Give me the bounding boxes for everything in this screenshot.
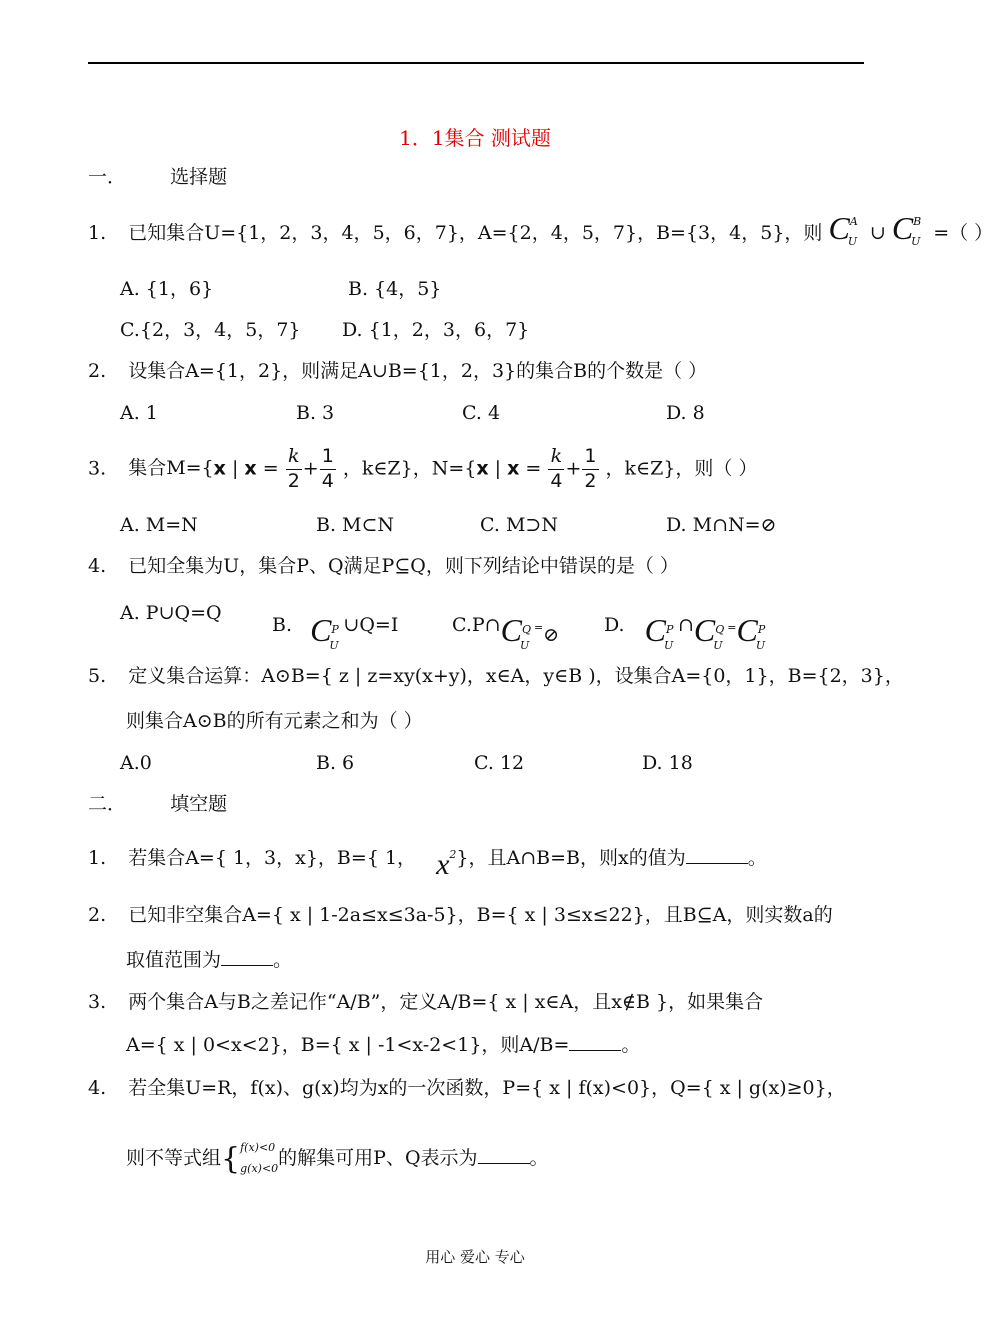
complement-symbol: C [310, 612, 332, 648]
option-b: B. {4，5} [348, 278, 442, 300]
complement-symbol: C [828, 210, 850, 246]
question-number: 2. [88, 904, 107, 926]
equals: = [533, 621, 544, 634]
plus-sign: + [302, 457, 319, 480]
numerator: 1 [582, 445, 598, 470]
question-stem: 已知全集为U，集合P、Q满足P⊆Q，则下列结论中错误的是（ ） [128, 555, 679, 577]
question-stem: 若全集U=R，f(x)、g(x)均为x的一次函数，P={ x | f(x)<0}，Q={ x | g(x)≥0}， [128, 1077, 846, 1099]
complement-symbol: C [891, 210, 914, 246]
fraction-1-over-2 [582, 445, 598, 494]
numerator: k [548, 445, 564, 470]
subscript: U [519, 639, 530, 652]
answer-blank[interactable] [569, 1036, 621, 1051]
question-stem-part: A={ x | 0<x<2}，B={ x | -1<x-2<1}，则A/B= [126, 1034, 570, 1056]
subscript: U [664, 639, 674, 652]
complement-symbol: C [644, 612, 666, 648]
option-c [452, 604, 560, 652]
option-d: D. {1，2，3，6，7} [342, 319, 530, 341]
superscript: Q [521, 623, 531, 636]
variable-x: x [507, 457, 520, 480]
section1-heading [88, 168, 227, 187]
period: 。 [273, 949, 293, 971]
exponent: 2 [449, 848, 457, 861]
complement-symbol: C [500, 612, 522, 648]
superscript: A [849, 215, 858, 228]
section1-number: 一． [88, 166, 127, 188]
question-stem: 定义集合运算：A⊙B={ z | z=xy(x+y)，x∈A，y∈B )，设集合A={0，1}，B={2，3}， [128, 665, 904, 687]
equals: = [519, 457, 542, 480]
question-1 [88, 210, 993, 248]
system-brace: { [221, 1141, 241, 1177]
superscript: P [757, 623, 766, 636]
fraction-1-over-4 [320, 445, 336, 494]
variable-x: x [476, 457, 489, 480]
superscript: P [666, 623, 674, 636]
bar: | [225, 457, 245, 480]
numerator: k [286, 445, 302, 470]
option-a: A. {1，6} [120, 278, 214, 300]
option-a: A. 1 [120, 402, 158, 424]
question-stem-part: 取值范围为 [126, 949, 222, 971]
top-rule [88, 62, 864, 64]
question-number: 3. [88, 991, 107, 1013]
option-b [272, 604, 399, 652]
question-number: 4. [88, 555, 107, 577]
option-d: D. M∩N=⊘ [666, 514, 777, 536]
question-3 [88, 445, 757, 494]
section2-title: 填空题 [170, 793, 228, 815]
fill-question-3 [88, 993, 763, 1012]
question-number: 2. [88, 360, 107, 382]
question-stem-part: ，k∈Z}，则（ ） [605, 457, 758, 480]
question-stem-part: 若集合A={ 1，3，x}，B={ 1， [128, 847, 417, 869]
fraction-k-over-2 [286, 445, 302, 494]
option-c: C. 4 [462, 402, 501, 424]
question-stem: 设集合A={1，2}，则满足A∪B={1，2，3}的集合B的个数是（ ） [128, 360, 708, 382]
equals: = [256, 457, 279, 480]
subscript: U [713, 639, 723, 652]
inequality-system [240, 1138, 278, 1180]
answer-blank[interactable] [478, 1149, 530, 1164]
option-a: A. P∪Q=Q [120, 602, 222, 624]
question-number: 3. [88, 457, 107, 480]
question-4 [88, 557, 679, 576]
question-stem-part: }，且A∩B=B，则x的值为 [456, 847, 686, 869]
numerator: 1 [320, 445, 336, 470]
question-stem-part: 则不等式组 [126, 1146, 222, 1169]
complement-symbol: C [693, 612, 716, 648]
option-a: A.0 [120, 752, 152, 774]
denominator: 4 [321, 469, 334, 492]
question-stem-part: ，k∈Z}，N={ [342, 457, 477, 480]
question-number: 1. [88, 847, 107, 869]
section1-title: 选择题 [170, 166, 228, 188]
subscript: U [911, 235, 921, 248]
question-2 [88, 362, 707, 381]
superscript: P [331, 623, 339, 636]
option-d [604, 604, 770, 652]
fill-question-4-line2 [126, 1138, 549, 1180]
option-b: B. 3 [296, 402, 335, 424]
denominator: 4 [550, 469, 563, 492]
fill-question-2 [88, 906, 833, 925]
option-letter: C.P∩ [452, 614, 501, 636]
superscript: B [913, 215, 922, 228]
subscript: U [329, 639, 339, 652]
plus-sign: + [565, 457, 582, 480]
answer-blank[interactable] [221, 951, 273, 966]
inequality-top: f(x)<0 [240, 1141, 276, 1154]
question-stem: 两个集合A与B之差记作“A/B”，定义A/B={ x | x∈A，且x∉B }，如果集合 [128, 991, 764, 1013]
option-tail: ∪Q=I [343, 614, 399, 636]
page-title: 1．1集合 测试题 [399, 126, 551, 150]
intersection-sign: ∩ [678, 614, 694, 636]
period: 。 [621, 1034, 641, 1056]
union-sign: ∪ [869, 222, 886, 244]
option-d: D. 18 [642, 752, 693, 774]
period: 。 [747, 847, 767, 869]
page-footer: 用心 爱心 专心 [425, 1248, 525, 1266]
question-stem: 已知集合U={1，2，3，4，5，6，7}，A={2，4，5，7}，B={3，4，5}，则 [128, 222, 823, 244]
option-b: B. 6 [316, 752, 355, 774]
answer-blank[interactable] [686, 849, 748, 864]
option-d: D. 8 [666, 402, 705, 424]
denominator: 2 [287, 469, 300, 492]
question-stem-part: 的解集可用P、Q表示为 [278, 1146, 478, 1169]
fill-question-4 [88, 1079, 846, 1098]
variable-x: x [213, 457, 226, 480]
option-c: C.{2，3，4，5，7} [120, 319, 301, 341]
section2-heading [88, 795, 227, 814]
subscript: U [847, 235, 858, 248]
question-5 [88, 667, 904, 686]
option-letter: B. [272, 614, 293, 636]
question-number: 1. [88, 222, 107, 244]
variable-x: x [244, 457, 257, 480]
question-5-line2: 则集合A⊙B的所有元素之和为（ ） [126, 710, 423, 732]
period: 。 [529, 1146, 549, 1169]
fill-question-1 [88, 840, 767, 881]
fraction-k-over-4 [548, 445, 564, 494]
fill-question-3-line2 [126, 1036, 640, 1055]
question-stem: 已知非空集合A={ x | 1-2a≤x≤3a-5}，B={ x | 3≤x≤22}，且B⊆A，则实数a的 [128, 904, 833, 926]
fill-question-2-line2 [126, 951, 292, 970]
option-c: C. M⊃N [480, 514, 558, 536]
question-number: 5. [88, 665, 107, 687]
section2-number: 二． [88, 793, 127, 815]
option-a: A. M=N [120, 514, 198, 536]
equals: = [727, 621, 737, 634]
option-c: C. 12 [474, 752, 525, 774]
bar: | [488, 457, 508, 480]
option-b: B. M⊂N [316, 514, 395, 536]
option-letter: D. [604, 614, 625, 636]
superscript: Q [715, 623, 725, 636]
subscript: U [755, 639, 766, 652]
complement-expression [828, 210, 933, 248]
variable-x: x [436, 848, 450, 881]
question-number: 4. [88, 1077, 107, 1099]
inequality-bottom: g(x)<0 [240, 1161, 279, 1175]
question-stem-part: 集合M={ [128, 457, 214, 480]
complement-symbol: C [736, 612, 758, 648]
question-tail: =（ ） [933, 222, 993, 244]
option-tail: ⊘ [543, 624, 560, 646]
denominator: 2 [584, 469, 597, 492]
